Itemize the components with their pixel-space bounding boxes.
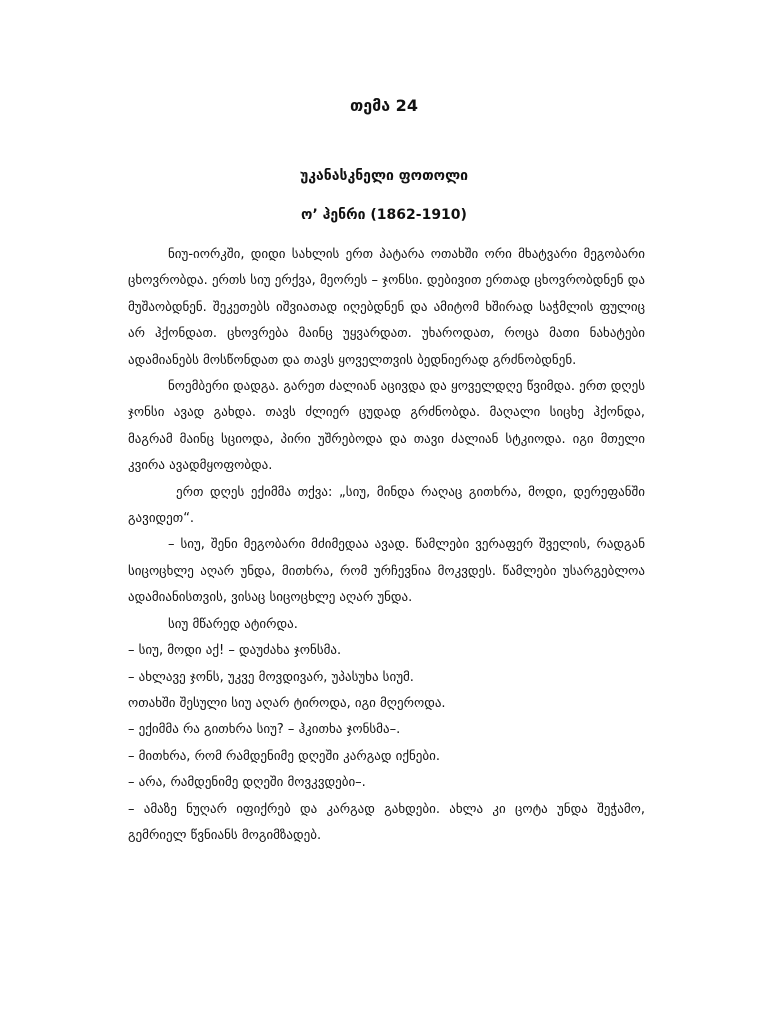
paragraph: ნიუ-იორკში, დიდი სახლის ერთ პატარა ოთახში ორი მხატვარი მეგობარი ცხოვრობდა. ერთს სიუ ერქვა, მეორეს – ჯონსი. დებივით ერთად ცხოვრობდნენ და მუშაობდნენ. შეკეთებს იშვიათად იღებდნენ და ამიტომ ხშირად საჭმლის ფულიც არ ჰქონდათ. ცხოვრება მაინც უყვარდათ. უხაროდათ, როცა მათი ნახატები ადამიანებს მოსწონდათ და თავს ყოველთვის ბედნიერად გრძნობდნენ. <box>128 247 645 368</box>
dialogue-line: – სიუ, მოდი აქ! – დაუძახა ჯონსმა. <box>128 643 342 659</box>
dialogue-line: – ექიმმა რა გითხრა სიუ? – ჰკითხა ჯონსმა–. <box>128 722 401 738</box>
story-title: უკანასკნელი ფოთოლი <box>299 168 469 184</box>
dialogue-line: – ამაზე ნუღარ იფიქრებ და კარგად გახდები. ახლა კი ცოტა უნდა შეჭამო, გემრიელ წვნიანს მოგიმზადებ. <box>128 801 645 843</box>
story-body <box>128 242 645 849</box>
dialogue-line: – სიუ, შენი მეგობარი მძიმედაა ავად. წამლები ვერაფერ შველის, რადგან სიცოცხლე აღარ უნდა, მითხრა, რომ ურჩევნია მოკვდეს. წამლები უსარგებლოა ადამიანისთვის, ვისაც სიცოცხლე აღარ უნდა. <box>128 537 645 606</box>
topic-heading: თემა 24 <box>350 96 418 115</box>
paragraph: სიუ მწარედ ატირდა. <box>168 616 298 632</box>
paragraph: ოთახში შესული სიუ აღარ ტიროდა, იგი მღეროდა. <box>128 695 446 711</box>
dialogue-line: – ახლავე ჯონს, უკვე მოვდივარ, უპასუხა სიუმ. <box>128 669 414 685</box>
paragraph: ერთ დღეს ექიმმა თქვა: „სიუ, მინდა რაღაც გითხრა, მოდი, დერეფანში გავიდეთ“. <box>128 484 645 527</box>
paragraph: ნოემბერი დადგა. გარეთ ძალიან აცივდა და ყოველდღე წვიმდა. ერთ დღეს ჯონსი ავად გახდა. თავს ძლიერ ცუდად გრძნობდა. მაღალი სიცხე ჰქონდა, მაგრამ მაინც სციოდა, პირი უშრებოდა და თავი ძალიან სტკიოდა. იგი მთელი კვირა ავადმყოფობდა. <box>128 379 645 474</box>
dialogue-line: – მითხრა, რომ რამდენიმე დღეში კარგად იქნები. <box>128 748 440 764</box>
author-line: ო’ ჰენრი (1862-1910) <box>301 207 467 223</box>
dialogue-line: – არა, რამდენიმე დღეში მოვკვდები–. <box>128 775 366 791</box>
